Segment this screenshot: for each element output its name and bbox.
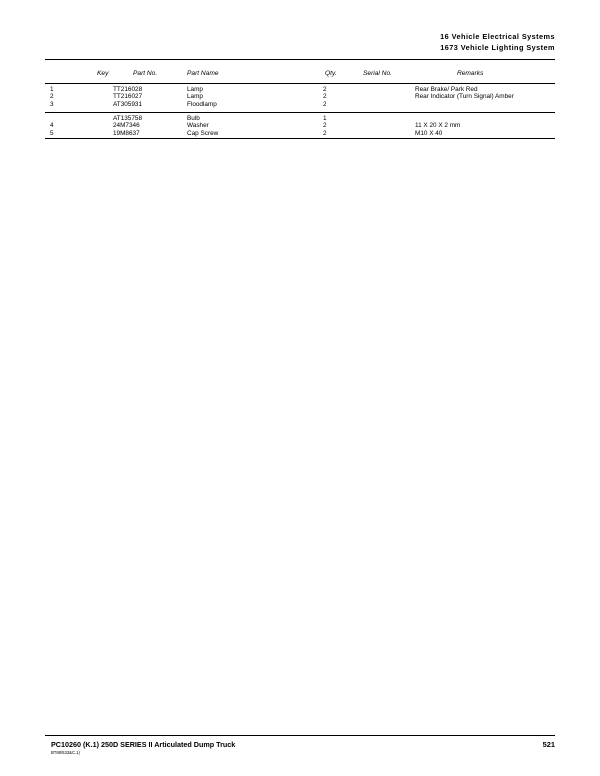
cell-remarks: Rear Brake/ Park Red bbox=[415, 85, 478, 93]
column-header-serial-no: Serial No. bbox=[363, 70, 392, 77]
cell-part-no: TT216028 bbox=[113, 85, 143, 93]
column-header-qty: Qty. bbox=[325, 70, 337, 77]
cell-part-name: Cap Screw bbox=[187, 130, 219, 138]
table-bottom-divider bbox=[45, 138, 555, 139]
cell-remarks: M10 X 40 bbox=[415, 130, 443, 138]
parts-table bbox=[45, 70, 555, 138]
page-header bbox=[45, 32, 555, 53]
cell-key: 4 bbox=[50, 122, 54, 130]
footer-revision: (K.1) bbox=[82, 740, 99, 749]
footer-document-info bbox=[51, 740, 235, 749]
cell-part-no: 19M8637 bbox=[113, 130, 140, 138]
cell-part-name: Bulb bbox=[187, 114, 200, 122]
page-footer bbox=[45, 740, 555, 760]
cell-qty: 1 bbox=[323, 114, 327, 122]
table-body-group-1 bbox=[45, 84, 555, 109]
table-body-group-2 bbox=[45, 113, 555, 138]
column-header-part-name: Part Name bbox=[187, 70, 219, 77]
cell-qty: 2 bbox=[323, 93, 327, 101]
header-subsection-title: 1673 Vehicle Lighting System bbox=[440, 42, 555, 52]
cell-remarks: Rear Indicator (Turn Signal) Amber bbox=[415, 93, 514, 101]
cell-part-no: TT216027 bbox=[113, 93, 143, 101]
cell-key: 2 bbox=[50, 93, 54, 101]
cell-qty: 2 bbox=[323, 130, 327, 138]
cell-qty: 2 bbox=[323, 85, 327, 93]
cell-key: 3 bbox=[50, 100, 54, 108]
footer-model-title: 250D SERIES II Articulated Dump Truck bbox=[100, 740, 236, 749]
table-row bbox=[45, 122, 555, 130]
table-row bbox=[45, 115, 555, 123]
table-row bbox=[45, 101, 555, 109]
cell-qty: 2 bbox=[323, 122, 327, 130]
cell-part-no: AT305931 bbox=[113, 100, 143, 108]
column-header-key: Key bbox=[97, 70, 109, 77]
cell-qty: 2 bbox=[323, 100, 327, 108]
cell-part-no: 24M7346 bbox=[113, 122, 140, 130]
column-header-remarks: Remarks bbox=[457, 70, 484, 77]
footer-sub-code: BT88/533&C.1) bbox=[51, 749, 80, 755]
table-column-headers bbox=[45, 70, 555, 83]
cell-part-name: Lamp bbox=[187, 85, 203, 93]
table-row bbox=[45, 86, 555, 94]
table-row bbox=[45, 130, 555, 138]
cell-part-no: AT135758 bbox=[113, 114, 143, 122]
header-divider bbox=[45, 59, 555, 60]
cell-key: 5 bbox=[50, 130, 54, 138]
footer-divider bbox=[45, 735, 555, 736]
cell-remarks: 11 X 20 X 2 mm bbox=[415, 122, 461, 130]
table-row bbox=[45, 93, 555, 101]
cell-key: 1 bbox=[50, 85, 54, 93]
cell-part-name: Lamp bbox=[187, 93, 203, 101]
footer-page-number: 521 bbox=[542, 740, 555, 749]
footer-doc-no: PC10260 bbox=[51, 740, 81, 749]
column-header-part-no: Part No. bbox=[133, 70, 158, 77]
cell-part-name: Floodlamp bbox=[187, 100, 217, 108]
cell-part-name: Washer bbox=[187, 122, 209, 130]
header-section-title: 16 Vehicle Electrical Systems bbox=[440, 32, 555, 41]
